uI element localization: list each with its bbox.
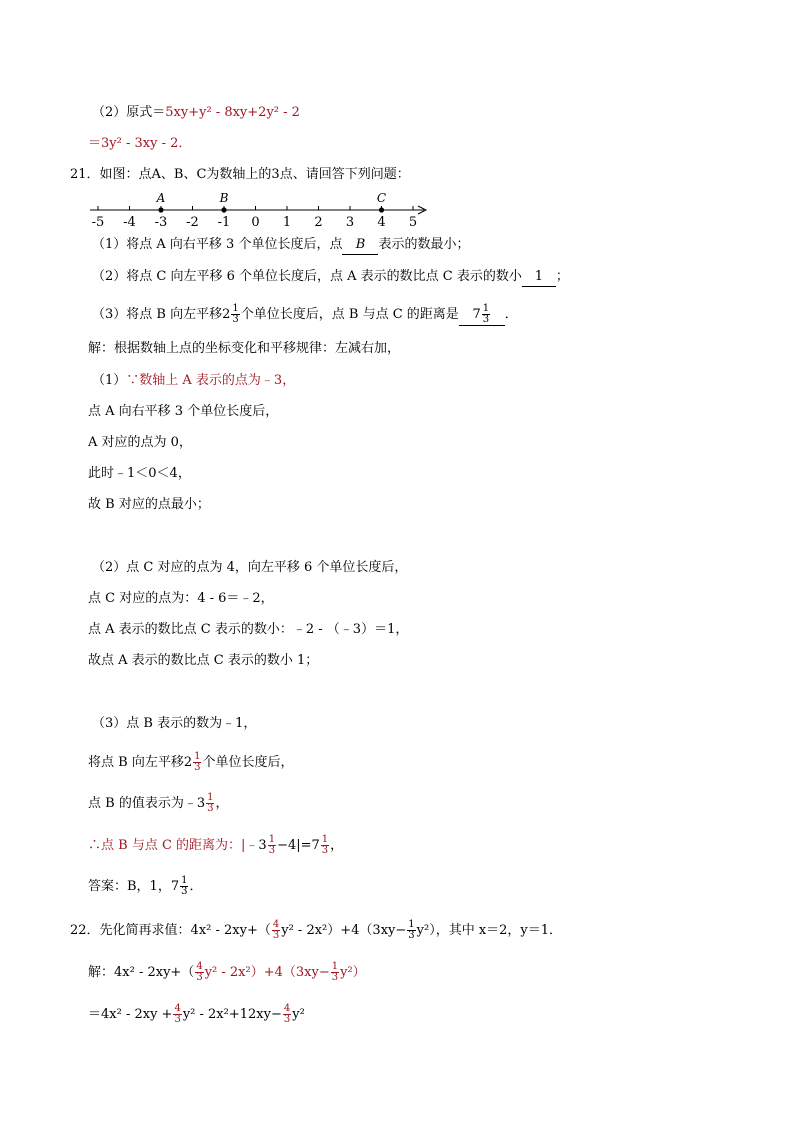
q21-sol-answer: 答案：B，1，7 $\frac{1}{3}$ ． bbox=[88, 875, 203, 897]
number-line bbox=[86, 186, 436, 232]
prev-part2-label: （2）原式＝ bbox=[92, 105, 166, 120]
number-line-tick-label: -5 bbox=[91, 215, 105, 230]
number-line-point-b bbox=[221, 207, 226, 212]
q21-sol-p1-l3: A 对应的点为 0， bbox=[88, 435, 192, 450]
q21-sol-p1-l4: 此时﹣1＜0＜4， bbox=[88, 466, 191, 481]
q21-sol-p3-l3: 点 B 的值表示为﹣3 $\frac{1}{3}$ ， bbox=[88, 792, 229, 814]
prev-part2-line bbox=[92, 104, 300, 122]
number-line-point-c bbox=[379, 207, 384, 212]
number-line-tick-label: -2 bbox=[186, 215, 199, 230]
q21-sol-answer-frac: $\frac{1}{3}$ bbox=[181, 875, 188, 897]
q21-sub1-answer: B bbox=[342, 236, 378, 255]
q21-sol-p2-l2: 点 C 对应的点为：4 - 6＝﹣2， bbox=[88, 591, 274, 606]
number-line-tick-label: -3 bbox=[154, 215, 168, 230]
q21-sub1-pre: （1）将点 A 向右平移 3 个单位长度后，点 bbox=[92, 237, 343, 252]
q21-sub1-post: 表示的数最小； bbox=[378, 237, 470, 252]
q21-sub2-pre: （2）将点 C 向左平移 6 个单位长度后，点 A 表示的数比点 C 表示的数小 bbox=[92, 269, 522, 284]
q21-sol-p1-l2: 点 A 向右平移 3 个单位长度后， bbox=[88, 404, 279, 419]
number-line-tick-label: 5 bbox=[408, 215, 418, 230]
q21-sol-p3-l2-frac: $\frac{1}{3}$ bbox=[194, 751, 201, 773]
q21-number: 21． bbox=[70, 167, 100, 182]
q21-sub2-answer: 1 bbox=[522, 268, 556, 287]
number-line-point-a bbox=[158, 207, 163, 212]
q21-sub3-frac: $\frac{1}{3}$ bbox=[232, 303, 239, 325]
q21-sub1 bbox=[92, 236, 469, 255]
q21-sol-p2-l4: 故点 A 表示的数比点 C 表示的数小 1； bbox=[88, 653, 319, 668]
q22-stem-frac2: $\frac{1}{3}$ bbox=[408, 919, 415, 941]
q21-sol-p3-l1: （3）点 B 表示的数为﹣1， bbox=[92, 716, 257, 731]
number-line-tick-label: 2 bbox=[314, 215, 323, 230]
number-line-point-label: B bbox=[219, 191, 229, 205]
number-line-point-label: C bbox=[376, 191, 387, 205]
number-line-tick-label: -4 bbox=[123, 215, 136, 230]
q22-sol-l2-frac1: $\frac{4}{3}$ bbox=[174, 1003, 181, 1025]
q22-number: 22． bbox=[70, 923, 100, 938]
number-line-tick-label: 0 bbox=[251, 215, 260, 230]
number-line-tick-label: 1 bbox=[282, 215, 292, 230]
q21-sub3-pre: （3）将点 B 向左平移 bbox=[92, 307, 223, 322]
number-line-point-label: A bbox=[156, 191, 166, 205]
q22-sol-l2-frac2: $\frac{4}{3}$ bbox=[283, 1003, 291, 1025]
q22-sol-l1-frac1: $\frac{4}{3}$ bbox=[196, 961, 203, 983]
q21-sub2 bbox=[92, 268, 569, 287]
q21-sol-p2-l1: （2）点 C 对应的点为 4，向左平移 6 个单位长度后， bbox=[92, 560, 408, 575]
q21-sol-p2-l3: 点 A 表示的数比点 C 表示的数小：﹣2 - （﹣3）＝1， bbox=[88, 622, 409, 637]
q21-sol-p3-l4-frac2: $\frac{1}{3}$ bbox=[321, 834, 329, 856]
q22-sol-l2: ＝4x² - 2xy + $\frac{4}{3}$ y² - 2x²+12xy− $\frac{4}{3}$ y² bbox=[88, 1003, 305, 1025]
q21-sub2-post: ； bbox=[555, 269, 569, 284]
q21-sol-p1-l1-text: ∵数轴上 A 表示的点为﹣3， bbox=[126, 373, 296, 388]
prev-part2-result: ＝3y² - 3xy - 2． bbox=[88, 136, 192, 151]
q21-sol-intro: 解：根据数轴上点的坐标变化和平移规律：左减右加， bbox=[88, 341, 401, 356]
q22-sol-l1-frac2: $\frac{1}{3}$ bbox=[331, 961, 339, 983]
q21-stem-line bbox=[70, 166, 410, 184]
q21-sol-p3-l4: ∴点 B 与点 C 的距离为：|﹣3 $\frac{1}{3}$ −4|=7 $\frac{1}{3}$ ， bbox=[88, 834, 344, 856]
number-line-tick-label: -1 bbox=[217, 215, 231, 230]
q21-sol-p1-label: （1） bbox=[92, 373, 127, 388]
q21-sub3-mid: 个单位长度后，点 B 与点 C 的距离是 bbox=[240, 307, 459, 322]
number-line-tick-label: 4 bbox=[377, 215, 386, 230]
number-line-tick-label: 3 bbox=[345, 215, 355, 230]
q21-sub3-whole: 2 bbox=[222, 307, 231, 322]
q21-sub3 bbox=[92, 304, 518, 326]
q21-sol-p3-l4-frac1: $\frac{1}{3}$ bbox=[268, 834, 276, 856]
q21-sol-p3-l3-frac: $\frac{1}{3}$ bbox=[207, 792, 214, 814]
q21-sol-p1-l1 bbox=[92, 372, 295, 390]
prev-part2-expr: 5xy+y² - 8xy+2y² - 2 bbox=[165, 105, 300, 120]
q22-stem-frac1: $\frac{4}{3}$ bbox=[272, 919, 280, 941]
q21-sub3-answer: 7 $\frac{1}{3}$ bbox=[459, 304, 505, 326]
q21-sol-p3-l2: 将点 B 向左平移2 $\frac{1}{3}$ 个单位长度后， bbox=[88, 751, 294, 773]
q22-sol-l1: 解：4x² - 2xy+（ $\frac{4}{3}$ y² - 2x²）+4（3xy− $\frac{1}{3}$ y²） bbox=[88, 961, 366, 983]
q21-sub3-post: ． bbox=[504, 307, 518, 322]
q22-stem: 22．先化简再求值：4x² - 2xy+（ $\frac{4}{3}$ y² - 2x²）+4（3xy− $\frac{1}{3}$ y²），其中 x＝2，y＝1． bbox=[70, 919, 563, 941]
q21-sol-p1-l5: 故 B 对应的点最小； bbox=[88, 497, 210, 512]
q21-stem: 如图：点A、B、C为数轴上的3点、请回答下列问题： bbox=[99, 167, 410, 182]
